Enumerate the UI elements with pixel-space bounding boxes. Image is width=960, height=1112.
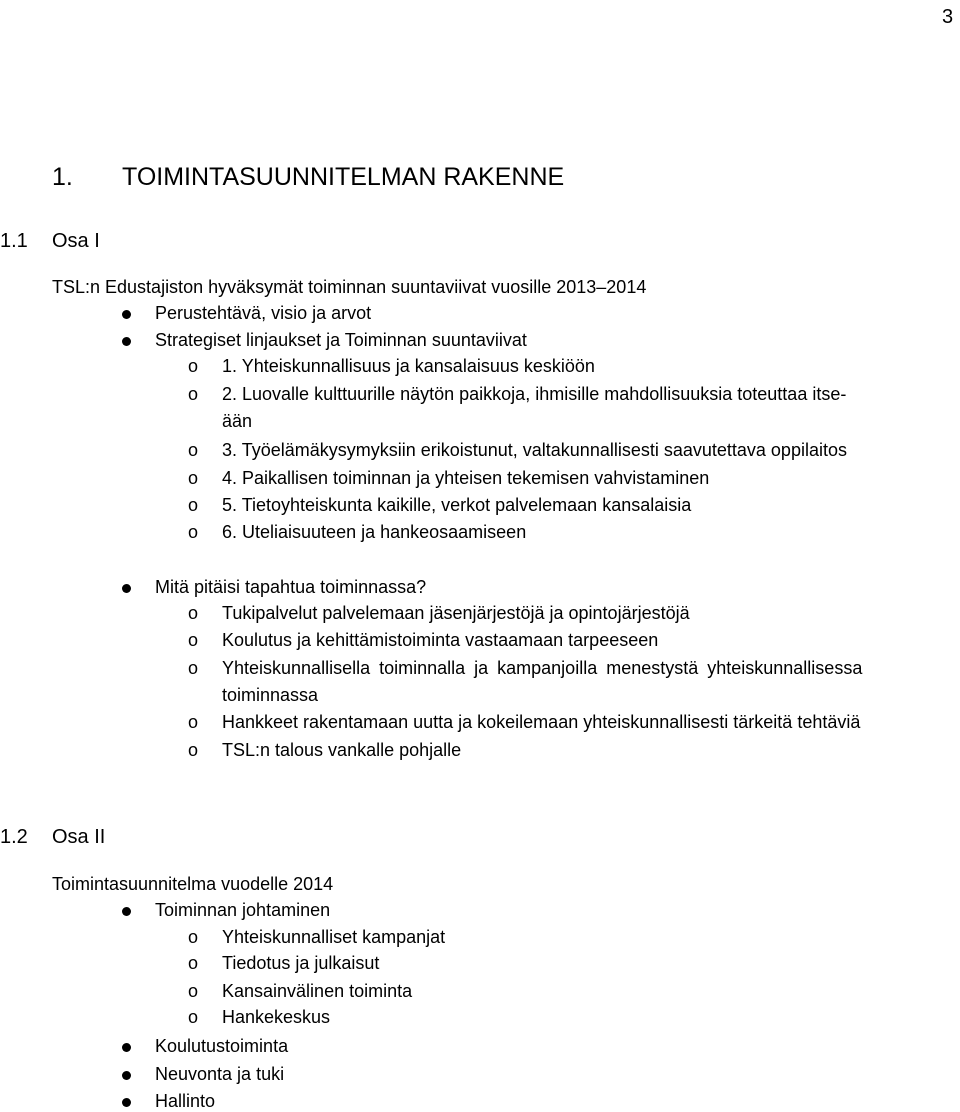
chapter-heading bbox=[0, 163, 960, 193]
list-item-text: Strategiset linjaukset ja Toiminnan suuntaviivat bbox=[155, 330, 527, 350]
sub-bullet-icon: o bbox=[188, 712, 199, 732]
sub-bullet-icon: o bbox=[188, 495, 199, 515]
list-item-text: Hankekeskus bbox=[222, 1007, 331, 1027]
bullet-icon bbox=[122, 1043, 131, 1052]
list-item-text: toiminnassa bbox=[222, 685, 319, 705]
list-item bbox=[0, 1036, 960, 1058]
bullet-icon bbox=[122, 337, 131, 346]
list-item-text: 5. Tietoyhteiskunta kaikille, verkot palvelemaan kansalaisia bbox=[222, 495, 692, 515]
list-item bbox=[0, 927, 960, 949]
list-item bbox=[0, 330, 960, 352]
bullet-icon bbox=[122, 310, 131, 319]
list-item bbox=[0, 468, 960, 490]
list-item-text: Neuvonta ja tuki bbox=[155, 1064, 285, 1084]
list-item-text: Tukipalvelut palvelemaan jäsenjärjestöjä ja opintojärjestöjä bbox=[222, 603, 690, 623]
bullet-icon bbox=[122, 907, 131, 916]
sub-bullet-icon: o bbox=[188, 740, 199, 760]
list-item-text: 6. Uteliaisuuteen ja hankeosaamiseen bbox=[222, 522, 527, 542]
sub-bullet-icon: o bbox=[188, 356, 199, 376]
list-item-text: Yhteiskunnalliset kampanjat bbox=[222, 927, 446, 947]
sub-bullet-icon: o bbox=[188, 603, 199, 623]
list-item-text: ään bbox=[222, 411, 253, 431]
list-item-text: Yhteiskunnallisella toiminnalla ja kampanjoilla menestystä yhteiskunnallisessa bbox=[222, 658, 863, 678]
sub-bullet-icon: o bbox=[188, 981, 199, 1001]
list-item-continuation bbox=[0, 411, 960, 433]
section-title: Osa II bbox=[52, 826, 106, 848]
sub-bullet-icon: o bbox=[188, 630, 199, 650]
list-item-text: TSL:n talous vankalle pohjalle bbox=[222, 740, 462, 760]
list-item-text: 1. Yhteiskunnallisuus ja kansalaisuus keskiöön bbox=[222, 356, 595, 376]
list-item-text: 2. Luovalle kulttuurille näytön paikkoja, ihmisille mahdollisuuksia toteuttaa itse- bbox=[222, 384, 847, 404]
section-title: Osa I bbox=[52, 230, 100, 252]
chapter-number: 1. bbox=[52, 163, 73, 191]
list-item bbox=[0, 712, 960, 734]
list-item-text: Hankkeet rakentamaan uutta ja kokeilemaan yhteiskunnallisesti tärkeitä tehtäviä bbox=[222, 712, 861, 732]
list-item bbox=[0, 440, 960, 462]
bullet-icon bbox=[122, 1071, 131, 1080]
list-item bbox=[0, 522, 960, 544]
list-item-text: Tiedotus ja julkaisut bbox=[222, 953, 380, 973]
section-heading-1 bbox=[0, 230, 960, 256]
sub-bullet-icon: o bbox=[188, 953, 199, 973]
list-item bbox=[0, 1007, 960, 1029]
list-item bbox=[0, 495, 960, 517]
list-item-continuation bbox=[0, 685, 960, 707]
list-item bbox=[0, 658, 960, 680]
section-number: 1.2 bbox=[0, 826, 28, 848]
sub-bullet-icon: o bbox=[188, 1007, 199, 1027]
list-item-text: Mitä pitäisi tapahtua toiminnassa? bbox=[155, 577, 427, 597]
chapter-title: TOIMINTASUUNNITELMAN RAKENNE bbox=[122, 163, 565, 191]
section-number: 1.1 bbox=[0, 230, 28, 252]
list-item bbox=[0, 900, 960, 922]
list-item bbox=[0, 384, 960, 406]
list-item bbox=[0, 603, 960, 625]
list-item bbox=[0, 303, 960, 325]
list-item bbox=[0, 740, 960, 762]
list-item-text: 3. Työelämäkysymyksiin erikoistunut, valtakunnallisesti saavutettava oppilaitos bbox=[222, 440, 847, 460]
section-heading-2 bbox=[0, 826, 960, 852]
list-item-text: Hallinto bbox=[155, 1091, 216, 1111]
bullet-icon bbox=[122, 1098, 131, 1107]
list-item-text: Kansainvälinen toiminta bbox=[222, 981, 413, 1001]
list-item-text: Koulutus ja kehittämistoiminta vastaamaan tarpeeseen bbox=[222, 630, 659, 650]
sub-bullet-icon: o bbox=[188, 440, 199, 460]
sub-bullet-icon: o bbox=[188, 927, 199, 947]
list-item bbox=[0, 630, 960, 652]
page-number: 3 bbox=[942, 6, 954, 28]
list-item-text: Koulutustoiminta bbox=[155, 1036, 289, 1056]
list-item bbox=[0, 356, 960, 378]
list-item-text: Perustehtävä, visio ja arvot bbox=[155, 303, 372, 323]
sub-bullet-icon: o bbox=[188, 658, 199, 678]
section-intro: TSL:n Edustajiston hyväksymät toiminnan suuntaviivat vuosille 2013–2014 bbox=[52, 277, 647, 297]
list-item bbox=[0, 1064, 960, 1086]
list-item bbox=[0, 981, 960, 1003]
section-intro: Toimintasuunnitelma vuodelle 2014 bbox=[52, 874, 334, 894]
list-item bbox=[0, 577, 960, 599]
sub-bullet-icon: o bbox=[188, 384, 199, 404]
list-item bbox=[0, 953, 960, 975]
list-item bbox=[0, 1091, 960, 1112]
list-item-text: 4. Paikallisen toiminnan ja yhteisen tekemisen vahvistaminen bbox=[222, 468, 710, 488]
sub-bullet-icon: o bbox=[188, 468, 199, 488]
sub-bullet-icon: o bbox=[188, 522, 199, 542]
list-item-text: Toiminnan johtaminen bbox=[155, 900, 331, 920]
bullet-icon bbox=[122, 584, 131, 593]
